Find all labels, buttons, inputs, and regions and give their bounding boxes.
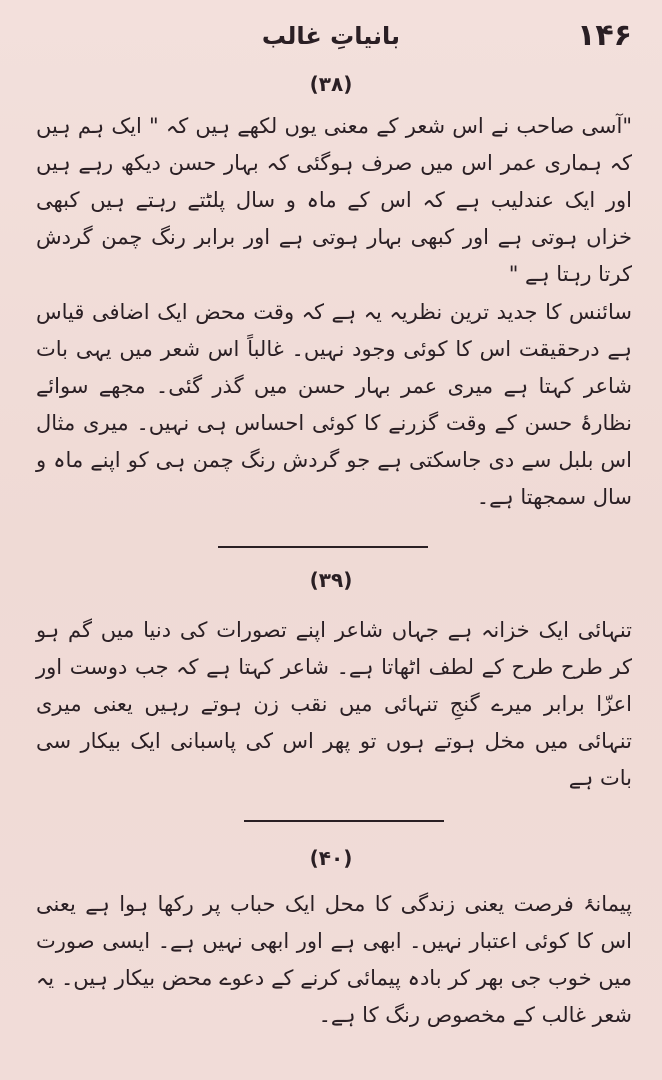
section-number-39: (۳۹) xyxy=(309,568,353,592)
paragraph-38-1: "آسی صاحب نے اس شعر کے معنی یوں لکھے ہیں کہ " ایک ہم ہیں کہ ہماری عمر اس میں صرف ہوگئی کہ بہار حسن دیکھ رہے ہیں اور ایک عندلیب ہے کہ اس کے ماہ و سال پلٹتے رہتے ہیں کبھی خزاں ہوتی ہے اور کبھی بہار ہوتی ہے اور برابر رنگ چمن گردش کرتا رہتا ہے " xyxy=(36,114,632,286)
section-number-38: (۳۸) xyxy=(309,72,353,96)
section-number-40: (۴۰) xyxy=(309,846,353,870)
page-header xyxy=(0,14,662,64)
paragraph-40: پیمانۂ فرصت یعنی زندگی کا محل ایک حباب پر رکھا ہوا ہے یعنی اس کا کوئی اعتبار نہیں۔ ابھی ہے اور ابھی نہیں ہے۔ ایسی صورت میں خوب جی بھر کر بادہ پیمائی کرنے کے دعوے محض بیکار ہیں۔ یہ شعر غالب کے مخصوص رنگ کا ہے۔ xyxy=(36,892,632,1027)
running-title: بانیاتِ غالب xyxy=(261,22,401,50)
paragraph-38-2: سائنس کا جدید ترین نظریہ یہ ہے کہ وقت محض ایک اضافی قیاس ہے درحقیقت اس کا کوئی وجود نہیں۔ غالباً اس شعر میں یہی بات شاعر کہتا ہے میری عمر بہار حسن میں گذر گئی۔ مجھے سوائے نظارۂ حسن کے وقت گزرنے کا کوئی احساس ہی نہیں۔ میری مثال اس بلبل سے دی جاسکتی ہے جو گردش رنگ چمن ہی کو اپنے ماہ و سال سمجھتا ہے۔ xyxy=(36,300,632,509)
section-divider xyxy=(218,546,428,548)
page-number: ۱۴۶ xyxy=(577,18,632,53)
section-divider xyxy=(244,820,444,822)
paragraph-39: تنہائی ایک خزانہ ہے جہاں شاعر اپنے تصورات کی دنیا میں گم ہو کر طرح طرح کے لطف اٹھاتا ہے۔ شاعر کہتا ہے کہ جب دوست اور اعزّا برابر میرے گنجِ تنہائی میں نقب زن ہوتے رہیں یعنی میری تنہائی میں مخل ہوتے ہوں تو پھر اس کی پاسبانی ایک بیکار سی بات ہے xyxy=(36,618,632,790)
